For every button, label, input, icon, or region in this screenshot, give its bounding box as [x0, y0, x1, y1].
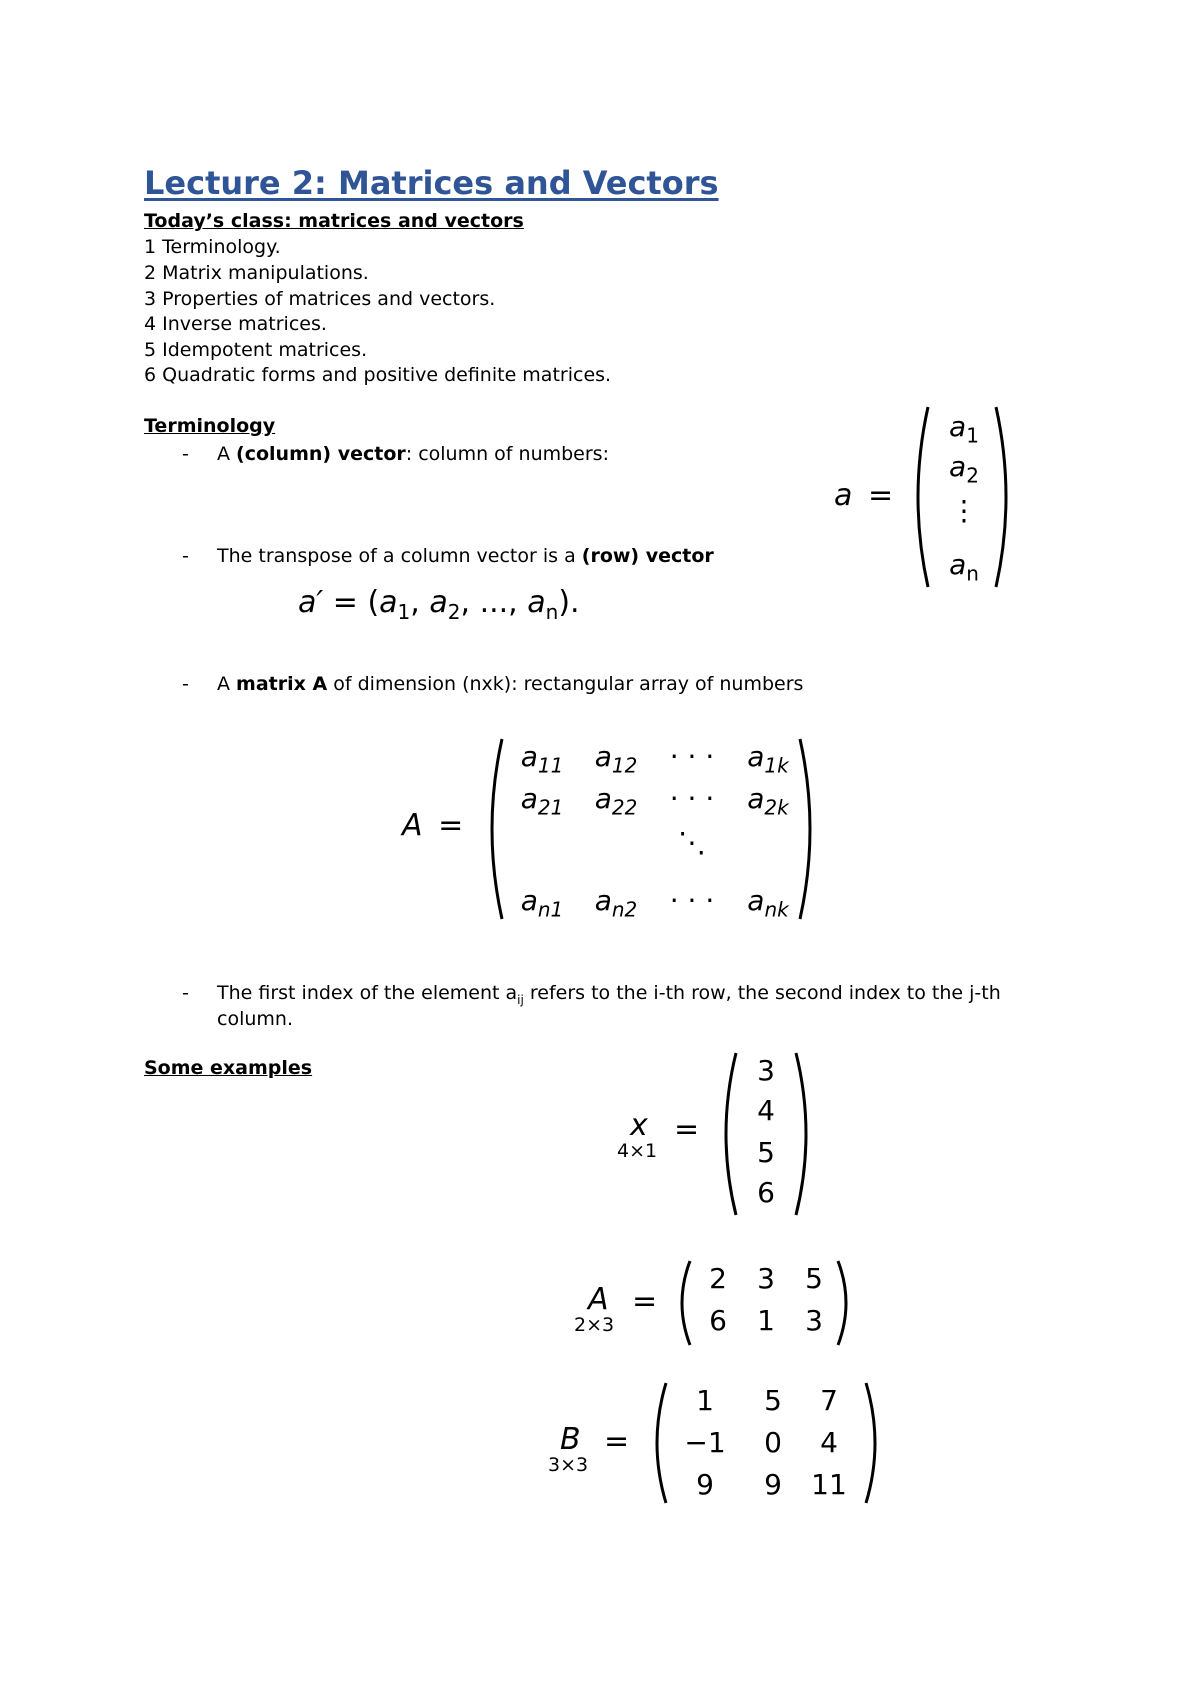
bullet-column-vector: [217, 441, 609, 467]
right-paren: [832, 1258, 858, 1348]
vector-entry: 5: [757, 1136, 775, 1169]
left-paren: [712, 1050, 742, 1218]
matrix-entry: · · ·: [669, 740, 715, 773]
list-item: 4 Inverse matrices.: [144, 313, 327, 335]
example-A-dim: 2×3: [574, 1314, 615, 1336]
matrix-entry: $a_{21}$: [520, 782, 564, 820]
vector-entry: 4: [757, 1094, 775, 1127]
equals-sign: =: [438, 808, 464, 843]
terminology-heading: Terminology: [144, 415, 276, 437]
matrix-entry: $a_{11}$: [520, 740, 564, 778]
bullet-text: The first index of the element a: [217, 982, 518, 1004]
equals-sign: =: [632, 1284, 658, 1319]
page-title: Lecture 2: Matrices and Vectors: [144, 164, 719, 202]
matrix-entry: · · ·: [669, 782, 715, 815]
vector-symbol: a: [834, 478, 853, 513]
matrix-entry: $a_{22}$: [594, 782, 638, 820]
equals-sign: =: [867, 478, 894, 513]
bullet-text: refers to the i-th row, the second index to the j-th: [523, 982, 1001, 1004]
bullet-marker: -: [182, 673, 189, 695]
matrix-entry: 7: [820, 1384, 838, 1417]
matrix-entry: 2: [709, 1262, 727, 1295]
vector-entry: $a_2$: [949, 450, 979, 488]
matrix-entry: $a_{nk}$: [747, 884, 789, 922]
bullet-index-line2: column.: [217, 1008, 293, 1030]
example-A-lhs: A: [588, 1282, 609, 1317]
matrix-entry: 6: [709, 1304, 727, 1337]
right-paren: [990, 404, 1020, 590]
bullet-index: [217, 980, 1001, 1013]
list-item: 2 Matrix manipulations.: [144, 262, 369, 284]
subscript: ij: [517, 992, 524, 1007]
matrix-entry: 5: [805, 1262, 823, 1295]
equals-sign: =: [332, 585, 358, 620]
matrix-lhs: [402, 808, 463, 843]
bullet-marker: -: [182, 443, 189, 465]
matrix-entry: 9: [764, 1468, 782, 1501]
examples-heading: Some examples: [144, 1057, 313, 1079]
left-paren: [478, 736, 508, 922]
matrix-entry: 0: [764, 1426, 782, 1459]
example-B-lhs: B: [560, 1422, 581, 1457]
transpose-symbol: a′: [298, 585, 324, 620]
matrix-entry: 5: [764, 1384, 782, 1417]
example-B-dim: 3×3: [548, 1454, 589, 1476]
matrix-entry: $a_{2k}$: [747, 782, 789, 820]
matrix-entry: $a_{n2}$: [594, 884, 638, 922]
vector-entry-dots: ⋮: [950, 494, 978, 527]
matrix-entry: 11: [811, 1468, 847, 1501]
bullet-marker: -: [182, 545, 189, 567]
example-x-lhs: x: [630, 1108, 648, 1143]
vector-entry: 6: [757, 1176, 775, 1209]
bullet-matrix: [217, 671, 803, 697]
matrix-entry: −1: [684, 1426, 726, 1459]
matrix-symbol: A: [402, 808, 423, 843]
bullet-marker: -: [182, 982, 189, 1004]
equals-sign: =: [674, 1112, 700, 1147]
matrix-entry: · · ·: [669, 884, 715, 917]
bullet-row-vector: [217, 543, 714, 569]
matrix-entry: 1: [757, 1304, 775, 1337]
vector-entry: $a_n$: [949, 548, 979, 586]
bold-term: (column) vector: [236, 443, 406, 465]
matrix-entry: 9: [696, 1468, 714, 1501]
matrix-entry: 4: [820, 1426, 838, 1459]
bullet-text: A: [217, 443, 237, 465]
equals-sign: =: [604, 1424, 630, 1459]
matrix-entry: $a_{n1}$: [520, 884, 564, 922]
column-vector-lhs: [834, 478, 893, 513]
list-item: 1 Terminology.: [144, 236, 281, 258]
left-paren: [670, 1258, 696, 1348]
matrix-entry: $a_{1k}$: [747, 740, 789, 778]
example-x-dim: 4×1: [617, 1140, 658, 1162]
left-paren: [644, 1380, 672, 1506]
matrix-entry: $a_{12}$: [594, 740, 638, 778]
matrix-entry: 3: [805, 1304, 823, 1337]
bullet-text: of dimension (nxk): rectangular array of numbers: [327, 673, 804, 695]
list-item: 3 Properties of matrices and vectors.: [144, 288, 496, 310]
matrix-entry: 3: [757, 1262, 775, 1295]
bold-term: (row) vector: [581, 545, 714, 567]
left-paren: [904, 404, 934, 590]
right-paren: [790, 1050, 820, 1218]
right-paren: [860, 1380, 888, 1506]
bold-term: matrix A: [236, 673, 328, 695]
vector-entry: 3: [757, 1054, 775, 1087]
list-item: 5 Idempotent matrices.: [144, 339, 368, 361]
bullet-text: The transpose of a column vector is a: [217, 545, 582, 567]
bullet-text: A: [217, 673, 237, 695]
bullet-text: : column of numbers:: [405, 443, 609, 465]
vector-entry: $a_1$: [949, 410, 979, 448]
matrix-entry: 1: [696, 1384, 714, 1417]
row-vector-equation: $a' = (a_1$, $a_2$, ..., $a_n$).: [298, 585, 580, 624]
matrix-entry: ⋱: [678, 826, 706, 859]
list-item: 6 Quadratic forms and positive definite matrices.: [144, 364, 612, 386]
todays-class-heading: Today’s class: matrices and vectors: [144, 210, 524, 232]
